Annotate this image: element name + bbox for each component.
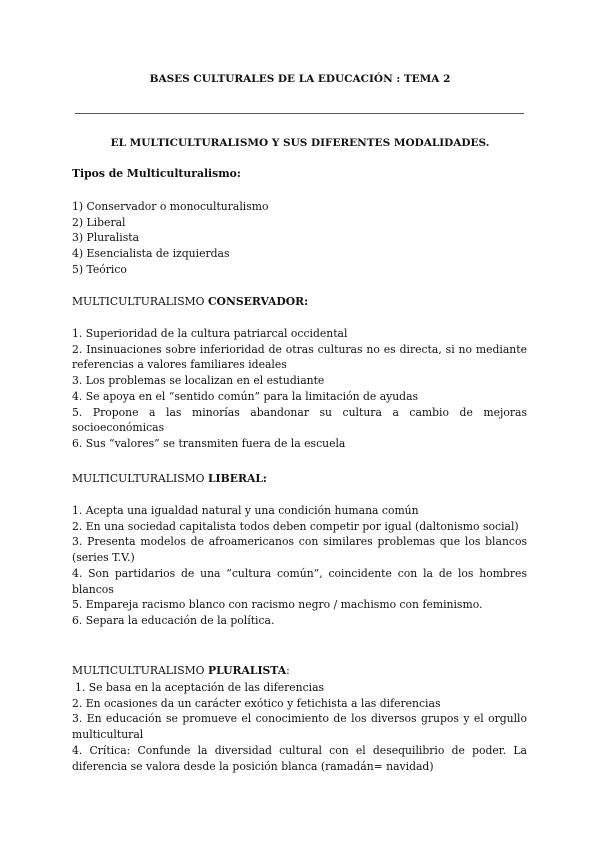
header-divider [75,113,524,114]
liberal-heading [72,471,527,487]
list-item: 6. Sus “valores” se transmiten fuera de la escuela [72,436,346,450]
list-item: 1) Conservador o monoculturalismo [72,200,269,213]
list-item: 3. Presenta modelos de afroamericanos con similares problemas que los blancos (series T.V.) [72,535,527,565]
section-label: LIBERAL: [207,472,267,485]
tipos-heading: Tipos de Multiculturalismo: [72,167,241,180]
section-label: CONSERVADOR: [207,295,309,308]
list-item: 4. Crítica: Confunde la diversidad cultural con el desequilibrio de poder. La diferencia se valora desde la posición blanca (ramadán= navidad) [72,743,527,773]
section-title: EL MULTICULTURALISMO Y SUS DIFERENTES MODALIDADES. [110,137,490,149]
document-header-title: BASES CULTURALES DE LA EDUCACIÓN : TEMA 2 [149,73,451,85]
list-item: 4) Esencialista de izquierdas [72,247,230,261]
conservador-heading [72,294,527,310]
section-prefix: MULTICULTURALISMO [72,664,208,677]
list-item: 4. Son partidarios de una “cultura común”, coincidente con la de los hombres blancos [72,566,527,596]
liberal-list [72,503,527,629]
tipos-list [72,199,527,278]
section-prefix: MULTICULTURALISMO [72,472,208,485]
list-item: 5) Teórico [72,262,127,276]
pluralista-heading [72,663,527,679]
list-item: 3. Los problemas se localizan en el estudiante [72,374,325,388]
list-item: 2. En ocasiones da un carácter exótico y fetichista a las diferencias [72,696,441,710]
list-item: 2. Insinuaciones sobre inferioridad de otras culturas no es directa, si no mediante referencias a valores familiares ideales [72,342,527,372]
list-item: 2. En una sociedad capitalista todos deben competir por igual (daltonismo social) [72,519,519,533]
list-item: 5. Propone a las minorías abandonar su cultura a cambio de mejoras socioeconómicas [72,405,527,435]
list-item: 1. Acepta una igualdad natural y una condición humana común [72,504,419,517]
conservador-list [72,326,527,452]
section-suffix: : [286,664,290,677]
list-item: 1. Superioridad de la cultura patriarcal occidental [72,327,348,340]
tipos-heading-block [72,166,527,182]
list-item: 3) Pluralista [72,231,140,245]
list-item: 4. Se apoya en el “sentido común” para la limitación de ayudas [72,389,419,403]
list-item: 6. Separa la educación de la política. [72,613,275,627]
list-item: 2) Liberal [72,215,126,229]
section-label: PLURALISTA [207,664,287,677]
section-prefix: MULTICULTURALISMO [72,295,208,308]
list-item: 1. Se basa en la aceptación de las diferencias [75,681,325,694]
list-item: 5. Empareja racismo blanco con racismo negro / machismo con feminismo. [72,598,483,612]
list-item: 3. En educación se promueve el conocimiento de los diversos grupos y el orgullo multicultural [72,712,527,742]
pluralista-list [72,680,527,774]
